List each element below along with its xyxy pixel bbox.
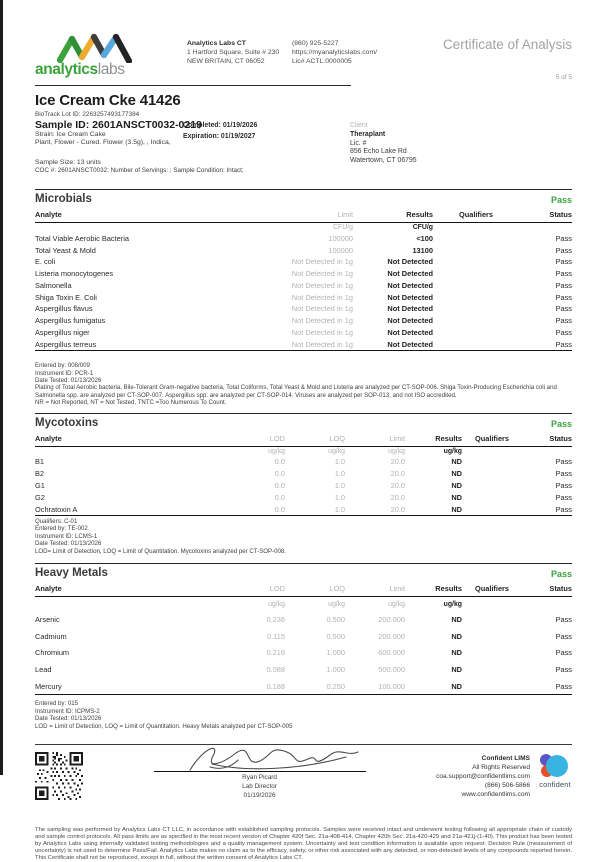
lims-contact-block <box>436 754 530 805</box>
certificate-title: Certificate of Analysis <box>442 37 572 52</box>
cell-analyte: Shiga Toxin E. Coli <box>35 292 97 302</box>
table-row <box>35 338 572 350</box>
col-header-qualifiers: Qualifiers <box>474 434 510 444</box>
logo-wordmark-secondary: labs <box>97 61 125 78</box>
table-header-row <box>35 583 572 596</box>
cell-analyte: Arsenic <box>35 615 60 625</box>
cell-status: Pass <box>555 665 572 675</box>
cell-lod: 0.0 <box>274 457 285 467</box>
lims-website-link[interactable]: www.confidentlims.com <box>461 791 530 799</box>
sample-id: Sample ID: 2601ANSCT0032-0219 <box>35 119 202 131</box>
table-row <box>35 268 572 280</box>
col-header-results: Results <box>435 434 462 444</box>
col-header-loq: LOQ <box>329 434 345 444</box>
col-header-limit: Limit <box>337 210 353 220</box>
cell-results: ND <box>451 504 462 514</box>
section-title: Microbials <box>35 193 92 205</box>
signature-icon <box>150 740 370 778</box>
cell-analyte: Ochratoxin A <box>35 504 78 514</box>
note-line: Plating of Total Aerobic bacteria, Bile-Tolerant Gram-negative bacteria, Total Coliforms, Total Yeast & Mold and Listeria are analyzed per CT-SOP-006. Shiga Toxin-Producing Escherichia coli and Salmonella spp. are analyzed per CT-SOP-007. Aspergillus spp. are analyzed per CT-SOP-014. Viruses are analyzed per SOP-013, and not ISO accredited. <box>35 384 557 399</box>
cell-qualifiers <box>462 480 522 492</box>
microbials-table <box>35 209 572 351</box>
cell-limit: 20.0 <box>390 480 405 490</box>
cell-status: Pass <box>555 328 572 338</box>
unit-results: CFU/g <box>412 223 433 231</box>
cell-status: Pass <box>555 469 572 479</box>
certificate-title-block <box>402 31 572 81</box>
cell-results: ND <box>451 492 462 502</box>
cell-analyte: Total Yeast & Mold <box>35 245 96 255</box>
cell-analyte: Aspergillus terreus <box>35 339 97 349</box>
cell-analyte: Cadmium <box>35 631 67 641</box>
cell-analyte: Aspergillus flavus <box>35 304 93 314</box>
col-header-limit: Limit <box>389 434 405 444</box>
cell-analyte: Total Viable Aerobic Bacteria <box>35 233 129 243</box>
signature-block <box>83 740 436 805</box>
col-header-status: Status <box>549 434 572 444</box>
mycotoxins-table <box>35 433 572 516</box>
certificate-page <box>35 0 572 862</box>
table-row <box>35 232 572 244</box>
cell-qualifiers <box>433 256 519 268</box>
cell-lod: 0.188 <box>266 681 285 691</box>
cell-qualifiers <box>433 232 519 244</box>
table-header-row <box>35 209 572 222</box>
col-header-loq: LOQ <box>329 584 345 594</box>
microbials-section-header <box>35 189 572 209</box>
table-row <box>35 503 572 515</box>
cell-qualifiers <box>433 268 519 280</box>
cell-results: Not Detected <box>387 328 433 338</box>
cell-results: ND <box>451 480 462 490</box>
cell-loq: 1.000 <box>326 665 345 675</box>
table-row <box>35 661 572 678</box>
cell-qualifiers <box>433 291 519 303</box>
note-line: Qualifiers: C-01 <box>35 517 78 525</box>
table-row <box>35 491 572 503</box>
microbials-notes <box>35 362 572 406</box>
lab-address-line1: 1 Hartford Square, Suite # 230 <box>187 49 280 56</box>
cell-limit: 100000 <box>328 245 353 255</box>
cell-qualifiers <box>433 244 519 256</box>
page-number: 5 of 5 <box>555 74 572 81</box>
cell-results: Not Detected <box>387 304 433 314</box>
heavy-metals-section-header <box>35 563 572 583</box>
col-header-status: Status <box>549 210 572 220</box>
cell-results: ND <box>451 681 462 691</box>
cell-status: Pass <box>555 615 572 625</box>
note-line: Instrument ID: LCMS-1 <box>35 532 98 540</box>
qr-code <box>35 752 83 805</box>
header <box>35 31 572 81</box>
col-header-results: Results <box>435 584 462 594</box>
cell-qualifiers <box>433 315 519 327</box>
cell-qualifiers <box>462 503 522 515</box>
cell-results: <100 <box>416 233 433 243</box>
unit-results: ug/kg <box>443 600 462 608</box>
unit-limit: ug/kg <box>388 600 405 608</box>
note-line: Date Tested: 01/13/2026 <box>35 377 102 385</box>
cell-analyte: Mercury <box>35 681 62 691</box>
cell-lod: 0.0 <box>274 504 285 514</box>
units-row <box>35 222 572 232</box>
cell-analyte: B1 <box>35 457 45 467</box>
cell-lod: 0.115 <box>267 631 285 641</box>
cell-limit: 500.000 <box>378 665 405 675</box>
cell-status: Pass <box>555 631 572 641</box>
footer <box>35 752 572 805</box>
cell-qualifiers <box>462 468 522 480</box>
sample-info-area <box>35 119 572 183</box>
heavy-metals-section <box>35 563 572 730</box>
qr-code-icon <box>35 752 83 800</box>
col-header-results: Results <box>406 210 433 220</box>
cell-limit: 20.0 <box>390 469 405 479</box>
sample-description: Plant, Flower - Cured. Flower (3.5g), , Indica, <box>35 139 171 147</box>
cell-status: Pass <box>555 492 572 502</box>
cell-qualifiers <box>433 303 519 315</box>
cell-limit: 200.000 <box>378 631 405 641</box>
note-line: Instrument ID: ICPMS-2 <box>35 707 100 715</box>
mycotoxins-notes <box>35 518 572 555</box>
cell-limit: 20.0 <box>390 492 405 502</box>
cell-status: Pass <box>555 304 572 314</box>
lab-phone: (860) 925-5227 <box>292 40 339 47</box>
unit-lod: ug/kg <box>268 447 285 455</box>
sample-coc: COC #: 2601ANSCT0032; Number of Servings: ; Sample Condition: Intact; <box>35 166 244 174</box>
cell-loq: 0.500 <box>326 631 345 641</box>
client-block <box>350 122 417 166</box>
cell-limit: Not Detected in 1g <box>291 292 353 302</box>
cell-status: Pass <box>555 648 572 658</box>
table-row <box>35 480 572 492</box>
lims-phone: (866) 506-5866 <box>484 782 530 790</box>
cell-limit: Not Detected in 1g <box>291 257 353 267</box>
cell-loq: 0.250 <box>326 681 345 691</box>
section-title: Heavy Metals <box>35 566 108 579</box>
cell-status: Pass <box>555 480 572 490</box>
header-divider <box>35 85 351 86</box>
table-row <box>35 678 572 695</box>
section-title: Mycotoxins <box>35 416 99 429</box>
cell-limit: Not Detected in 1g <box>291 316 353 326</box>
client-address-line1: 856 Echo Lake Rd <box>350 148 407 156</box>
expiration-date: Expiration: 01/19/2027 <box>183 133 256 140</box>
unit-results: ug/kg <box>443 447 462 455</box>
cell-analyte: Aspergillus niger <box>35 328 90 338</box>
cell-status: Pass <box>555 257 572 267</box>
signer-title: Lab Director <box>242 782 277 790</box>
cell-limit: Not Detected in 1g <box>291 339 353 349</box>
cell-qualifiers <box>433 280 519 292</box>
note-line: Instrument ID: PCR-1 <box>35 369 94 377</box>
cell-loq: 1.0 <box>334 480 345 490</box>
table-row <box>35 645 572 662</box>
cell-analyte: E. coli <box>35 257 56 267</box>
lims-email-link[interactable]: coa.support@confidentlims.com <box>436 773 530 781</box>
cell-status: Pass <box>555 245 572 255</box>
section-status-badge: Pass <box>550 568 572 579</box>
table-row <box>35 468 572 480</box>
cell-results: Not Detected <box>387 257 433 267</box>
mycotoxins-section-header <box>35 413 572 433</box>
col-header-qualifiers: Qualifiers <box>458 210 494 220</box>
cell-analyte: G1 <box>35 480 45 490</box>
table-row <box>35 315 572 327</box>
cell-analyte: G2 <box>35 492 45 502</box>
table-row <box>35 291 572 303</box>
col-header-qualifiers: Qualifiers <box>474 584 510 594</box>
cell-limit: 20.0 <box>390 457 405 467</box>
lab-name: Analytics Labs CT <box>187 40 246 47</box>
col-header-analyte: Analyte <box>35 210 62 220</box>
cell-loq: 1.0 <box>334 504 345 514</box>
cell-qualifiers <box>462 661 522 678</box>
signer-name: Ryan Picard <box>242 773 277 781</box>
cell-analyte: Aspergillus fumigatus <box>35 316 106 326</box>
cell-status: Pass <box>555 233 572 243</box>
cell-results: 13100 <box>412 245 433 255</box>
cell-limit: 100000 <box>328 233 353 243</box>
cell-qualifiers <box>462 628 522 645</box>
cell-analyte: B2 <box>35 469 45 479</box>
cell-results: Not Detected <box>387 280 433 290</box>
lab-address-line2: NEW BRITAIN, CT 06052 <box>187 58 265 65</box>
confident-logo-icon <box>540 754 570 778</box>
note-line: Date Tested: 01/13/2026 <box>35 540 102 548</box>
logo-wordmark <box>35 61 187 79</box>
cell-results: ND <box>451 631 462 641</box>
confident-wordmark: confident <box>539 780 571 790</box>
cell-analyte: Chromium <box>35 648 70 658</box>
table-row <box>35 303 572 315</box>
unit-loq: ug/kg <box>328 447 345 455</box>
cell-qualifiers <box>462 645 522 662</box>
completed-date: Completed: 01/19/2026 <box>183 122 258 129</box>
note-line: Entered by: 008/009 <box>35 362 90 370</box>
col-header-analyte: Analyte <box>35 434 62 444</box>
unit-limit: CFU/g <box>333 223 353 231</box>
cell-results: Not Detected <box>387 339 433 349</box>
logo-wordmark-primary: analytics <box>35 61 98 78</box>
cell-limit: Not Detected in 1g <box>291 328 353 338</box>
table-row <box>35 280 572 292</box>
table-row <box>35 244 572 256</box>
note-line: NR = Not Reported, NT = Not Tested, TNTC =Too Numerous To Count. <box>35 399 227 407</box>
lims-rights: All Rights Reserved <box>472 764 530 772</box>
table-row <box>35 256 572 268</box>
client-license: Lic. # <box>350 139 367 147</box>
confident-logo <box>538 754 572 805</box>
cell-loq: 0.500 <box>326 615 345 625</box>
cell-results: Not Detected <box>387 316 433 326</box>
heavy-metals-notes <box>35 700 572 730</box>
cell-results: Not Detected <box>387 292 433 302</box>
mountain-logo-icon <box>53 31 145 63</box>
cell-analyte: Salmonella <box>35 280 72 290</box>
cell-status: Pass <box>555 280 572 290</box>
unit-lod: ug/kg <box>268 600 285 608</box>
client-address-line2: Watertown, CT 06795 <box>350 157 417 165</box>
lab-logo <box>35 31 187 81</box>
mycotoxins-section <box>35 413 572 555</box>
sample-size: Sample Size: 13 units <box>35 158 101 166</box>
cell-status: Pass <box>555 269 572 279</box>
col-header-limit: Limit <box>389 584 405 594</box>
cell-limit: 200.000 <box>378 615 405 625</box>
cell-loq: 1.0 <box>334 469 345 479</box>
cell-lod: 0.0 <box>274 469 285 479</box>
cell-limit: Not Detected in 1g <box>291 304 353 314</box>
table-row <box>35 611 572 628</box>
lab-license: Lic# ACTL.0000005 <box>292 58 352 65</box>
cell-lod: 0.0 <box>274 480 285 490</box>
cell-results: Not Detected <box>387 269 433 279</box>
cell-qualifiers <box>462 611 522 628</box>
cell-limit: 600.000 <box>378 648 405 658</box>
cell-limit: 100.000 <box>378 681 405 691</box>
cell-status: Pass <box>555 457 572 467</box>
note-line: LOD= Limit of Detection, LOQ = Limit of Quantitation. Mycotoxins analyzed per CT-SOP-008. <box>35 547 286 555</box>
table-row <box>35 456 572 468</box>
microbials-section <box>35 189 572 407</box>
col-header-analyte: Analyte <box>35 584 62 594</box>
unit-loq: ug/kg <box>328 600 345 608</box>
cell-lod: 0.088 <box>266 665 285 675</box>
cell-lod: 0.236 <box>266 615 285 625</box>
biotrack-lot-id: BioTrack Lot ID: 2263257493177384 <box>35 111 140 118</box>
sample-dates-block <box>183 122 257 141</box>
client-label: Client <box>350 122 368 129</box>
col-header-status: Status <box>549 584 572 594</box>
signature-date: 01/19/2026 <box>243 791 276 799</box>
cell-analyte: Lead <box>35 665 52 675</box>
cell-lod: 0.216 <box>266 648 285 658</box>
lab-website-link[interactable]: https://myanalyticslabs.com/ <box>292 49 377 56</box>
cell-analyte: Listeria monocytogenes <box>35 269 114 279</box>
cell-status: Pass <box>555 504 572 514</box>
note-line: Entered by: 015 <box>35 700 79 708</box>
table-header-row <box>35 433 572 446</box>
cell-limit: Not Detected in 1g <box>291 269 353 279</box>
lab-address-block <box>187 39 292 81</box>
cell-limit: 20.0 <box>390 504 405 514</box>
lims-block <box>436 754 572 805</box>
product-name: Ice Cream Cke 41426 <box>35 92 181 109</box>
cell-qualifiers <box>462 456 522 468</box>
cell-loq: 1.0 <box>334 492 345 502</box>
cell-loq: 1.0 <box>334 457 345 467</box>
cell-qualifiers <box>433 327 519 339</box>
note-line: Entered by: TE-002 <box>35 525 88 533</box>
cell-qualifiers <box>462 491 522 503</box>
cell-loq: 1.000 <box>326 648 345 658</box>
lims-name: Confident LIMS <box>481 755 530 763</box>
cell-status: Pass <box>555 681 572 691</box>
sample-strain: Strain: Ice Cream Cake <box>35 131 106 138</box>
lab-contact-block <box>292 39 402 81</box>
disclaimer-text: The sampling was performed by Analytics Labs CT LLC, in accordance with established sampling protocols. Samples were received intact and underwent testing following all appropriate chain of custody and sample control protocols. All pass limits are as specified in the most recent version of Chapter 420f Sec. 21a-408-414, Chapter 420h Sec. 21a-420-429 and 21a-421j-(1-40). This product has been tested by Analytics Labs using internally validated testing methodologies and a quality management system. Uncertainty and test condition information is available upon request. Decision Rule (measurement of uncertainty) is not used to determine Pass/Fail. Analytics Labs makes no claim as to the efficacy, safety, or other risk associated with any detected, or non-detected levels of any compounds reported herein. This Certificate shall not be reproduced, except in full, without the written consent of Analytics Labs CT. <box>35 827 572 861</box>
cell-results: ND <box>451 665 462 675</box>
units-row <box>35 446 572 456</box>
signature-line <box>154 771 366 772</box>
cell-results: ND <box>451 457 462 467</box>
client-name: Theraplant <box>350 130 386 138</box>
note-line: LOD = Limit of Detection, LOQ = Limit of Quantitation. Heavy Metals analyzed per CT-SOP-005 <box>35 722 293 730</box>
cell-results: ND <box>451 469 462 479</box>
cell-status: Pass <box>555 292 572 302</box>
table-row <box>35 628 572 645</box>
cell-results: ND <box>451 648 462 658</box>
cell-qualifiers <box>462 678 522 695</box>
col-header-lod: LOD <box>269 434 285 444</box>
cell-status: Pass <box>555 316 572 326</box>
cell-results: ND <box>451 615 462 625</box>
cell-lod: 0.0 <box>274 492 285 502</box>
cell-status: Pass <box>555 339 572 349</box>
col-header-lod: LOD <box>269 584 285 594</box>
heavy-metals-table <box>35 583 572 695</box>
cell-limit: Not Detected in 1g <box>291 280 353 290</box>
page-edge-strip <box>0 0 3 775</box>
note-line: Date Tested: 01/13/2026 <box>35 715 102 723</box>
cell-qualifiers <box>433 338 519 350</box>
section-status-badge: Pass <box>550 418 572 429</box>
units-row <box>35 596 572 611</box>
section-status-badge: Pass <box>550 195 572 205</box>
unit-limit: ug/kg <box>388 447 405 455</box>
table-row <box>35 327 572 339</box>
